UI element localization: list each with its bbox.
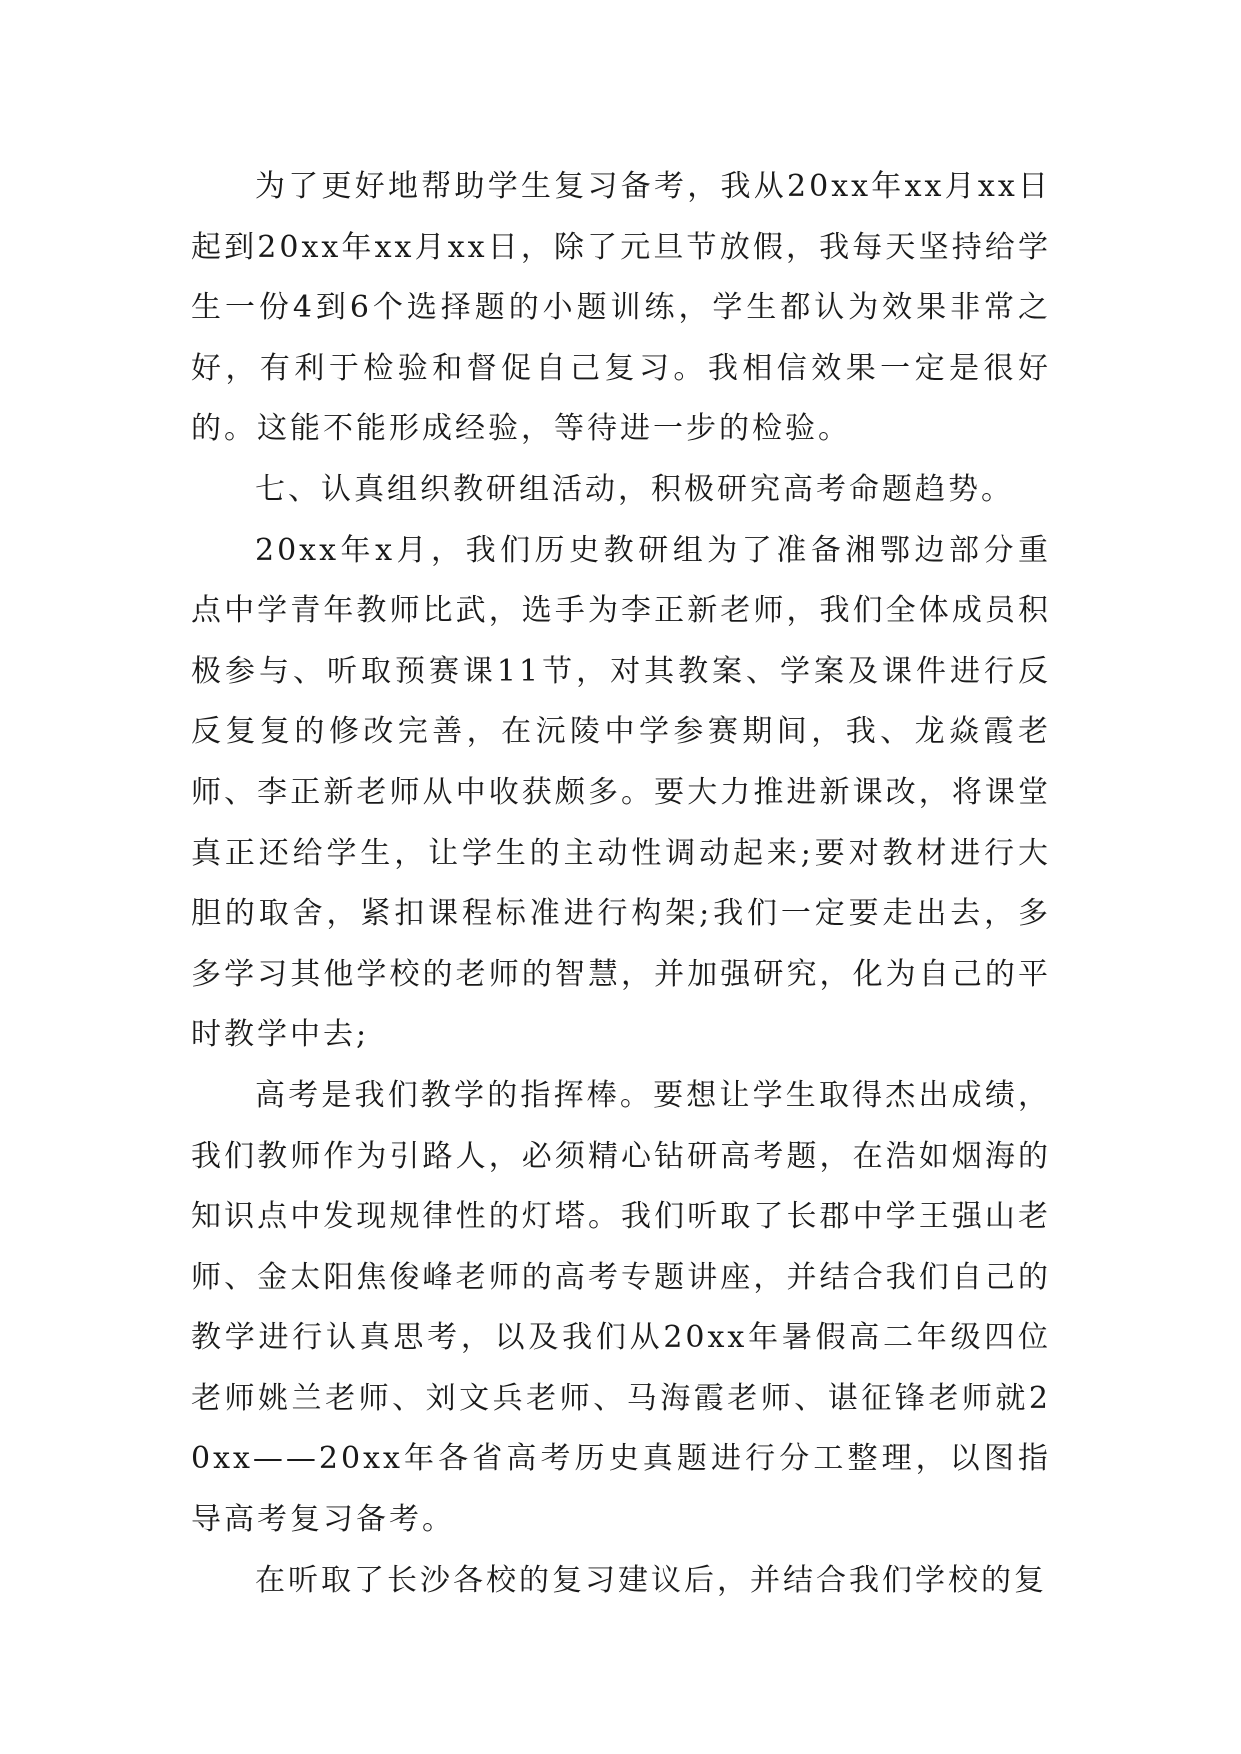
paragraph-teaching-competition: 20xx年x月，我们历史教研组为了准备湘鄂边部分重点中学青年教师比武，选手为李正新老师，我们全体成员积极参与、听取预赛课11节，对其教案、学案及课件进行反反复复的修改完善，在沅陵中学参赛期间，我、龙焱霞老师、李正新老师从中收获颇多。要大力推进新课改，将课堂真正还给学生，让学生的主动性调动起来;要对教材进行大胆的取舍，紧扣课程标准进行构架;我们一定要走出去，多多学习其他学校的老师的智慧，并加强研究，化为自己的平时教学中去;: [191, 532, 1051, 1053]
paragraph-review-advice: 在听取了长沙各校的复习建议后，并结合我们学校的复: [255, 1562, 1047, 1598]
paragraph-review-training: 为了更好地帮助学生复习备考，我从20xx年xx月xx日起到20xx年xx月xx日，除了元旦节放假，我每天坚持给学生一份4到6个选择题的小题训练，学生都认为效果非常之好，有利于检验和督促自己复习。我相信效果一定是很好的。这能不能形成经验，等待进一步的检验。: [191, 169, 1051, 447]
paragraph-section-seven-heading: 七、认真组织教研组活动，积极研究高考命题趋势。: [255, 471, 1014, 507]
paragraph-exam-research: 高考是我们教学的指挥棒。要想让学生取得杰出成绩，我们教师作为引路人，必须精心钻研高考题，在浩如烟海的知识点中发现规律性的灯塔。我们听取了长郡中学王强山老师、金太阳焦俊峰老师的高考专题讲座，并结合我们自己的教学进行认真思考，以及我们从20xx年暑假高二年级四位老师姚兰老师、刘文兵老师、马海霞老师、谌征锋老师就20xx——20xx年各省高考历史真题进行分工整理，以图指导高考复习备考。: [191, 1077, 1051, 1538]
document-body: [191, 157, 1051, 1611]
